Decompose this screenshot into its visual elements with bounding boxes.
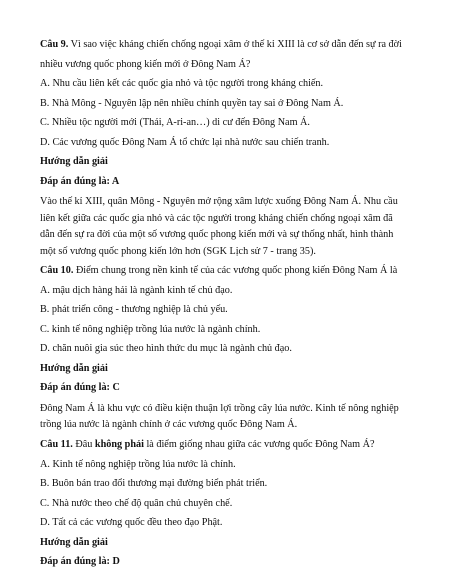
q9-explanation-line: Vào thế kỉ XIII, quân Mông - Nguyên mở rộng xâm lược xuống Đông Nam Á. Nhu cầu	[40, 196, 398, 207]
question-10-label: Câu 10.	[40, 265, 74, 277]
q10-option-b: B. phát triển công - thương nghiệp là chủ yếu.	[40, 304, 228, 316]
q10-explanation	[40, 401, 426, 434]
question-11-label: Câu 11.	[40, 439, 73, 451]
q10-guide-heading: Hướng dẫn giải	[40, 362, 108, 374]
q11-option-c: C. Nhà nước theo chế độ quân chủ chuyên chế.	[40, 497, 233, 509]
q10-option-d: D. chăn nuôi gia súc theo hình thức du mục là ngành chủ đạo.	[40, 343, 292, 355]
q10-explanation-line: Đông Nam Á là khu vực có điều kiện thuận lợi trồng cây lúa nước. Kinh tế nông nghiệp	[40, 402, 399, 414]
q11-option-b: B. Buôn bán trao đổi thương mại đường biển phát triển.	[40, 478, 268, 490]
q9-explanation-line: một số vương quốc phong kiến lớn hơn (SGK Lịch sử 7 - trang 35).	[40, 245, 316, 257]
question-9-text: Vì sao việc kháng chiến chống ngoại xâm ở thế kỉ XIII là cơ sở dẫn đến sự ra đời	[68, 39, 402, 50]
question-11-text-pre: Đâu	[72, 439, 95, 451]
q10-option-c: C. kinh tế nông nghiệp trồng lúa nước là ngành chính.	[40, 323, 261, 335]
q10-explanation-line: trồng lúa nước là ngành chính ở các vương quốc Đông Nam Á.	[40, 419, 298, 431]
question-10-text: Điểm chung trong nền kinh tế của các vương quốc phong kiến Đông Nam Á là	[73, 265, 398, 277]
question-10	[40, 264, 426, 277]
question-11	[40, 438, 426, 451]
q9-guide-heading: Hướng dẫn giải	[40, 156, 108, 167]
q9-option-c: C. Nhiều tộc người mới (Thái, A-ri-an…) di cư đến Đông Nam Á.	[40, 117, 310, 128]
question-9	[40, 38, 426, 51]
q9-explanation-line: liên kết giữa các quốc gia nhỏ và các tộc người trong kháng chiến chống ngoại xâm đã	[40, 212, 393, 224]
question-11-emphasis: không phải	[94, 439, 144, 451]
q11-answer: Đáp án đúng là: D	[40, 556, 120, 568]
q11-guide-heading: Hướng dẫn giải	[40, 536, 108, 548]
q11-option-d: D. Tất cả các vương quốc đều theo đạo Phật.	[40, 517, 223, 529]
q9-explanation	[40, 194, 426, 260]
question-11-text-post: là điểm giống nhau giữa các vương quốc Đông Nam Á?	[143, 439, 375, 451]
q9-option-a: A. Nhu cầu liên kết các quốc gia nhỏ và tộc người trong kháng chiến.	[40, 78, 324, 89]
question-9-text-cont: nhiều vương quốc phong kiến mới ở Đông Nam Á?	[40, 58, 251, 70]
q9-option-d: D. Các vương quốc Đông Nam Á tổ chức lại nhà nước sau chiến tranh.	[40, 136, 330, 148]
document-page	[40, 38, 426, 575]
q9-answer: Đáp án đúng là: A	[40, 175, 120, 187]
q9-option-b: B. Nhà Mông - Nguyên lập nên nhiều chính quyền tay sai ở Đông Nam Á.	[40, 97, 344, 109]
q10-answer: Đáp án đúng là: C	[40, 382, 120, 394]
q9-explanation-line: dẫn đến sự ra đời của một số vương quốc phong kiến mới và sự thống nhất, hình thành	[40, 229, 394, 241]
question-9-label: Câu 9.	[40, 39, 69, 50]
q10-option-a: A. mậu dịch hàng hải là ngành kinh tế chủ đạo.	[40, 284, 233, 296]
q11-option-a: A. Kinh tế nông nghiệp trồng lúa nước là chính.	[40, 458, 236, 470]
